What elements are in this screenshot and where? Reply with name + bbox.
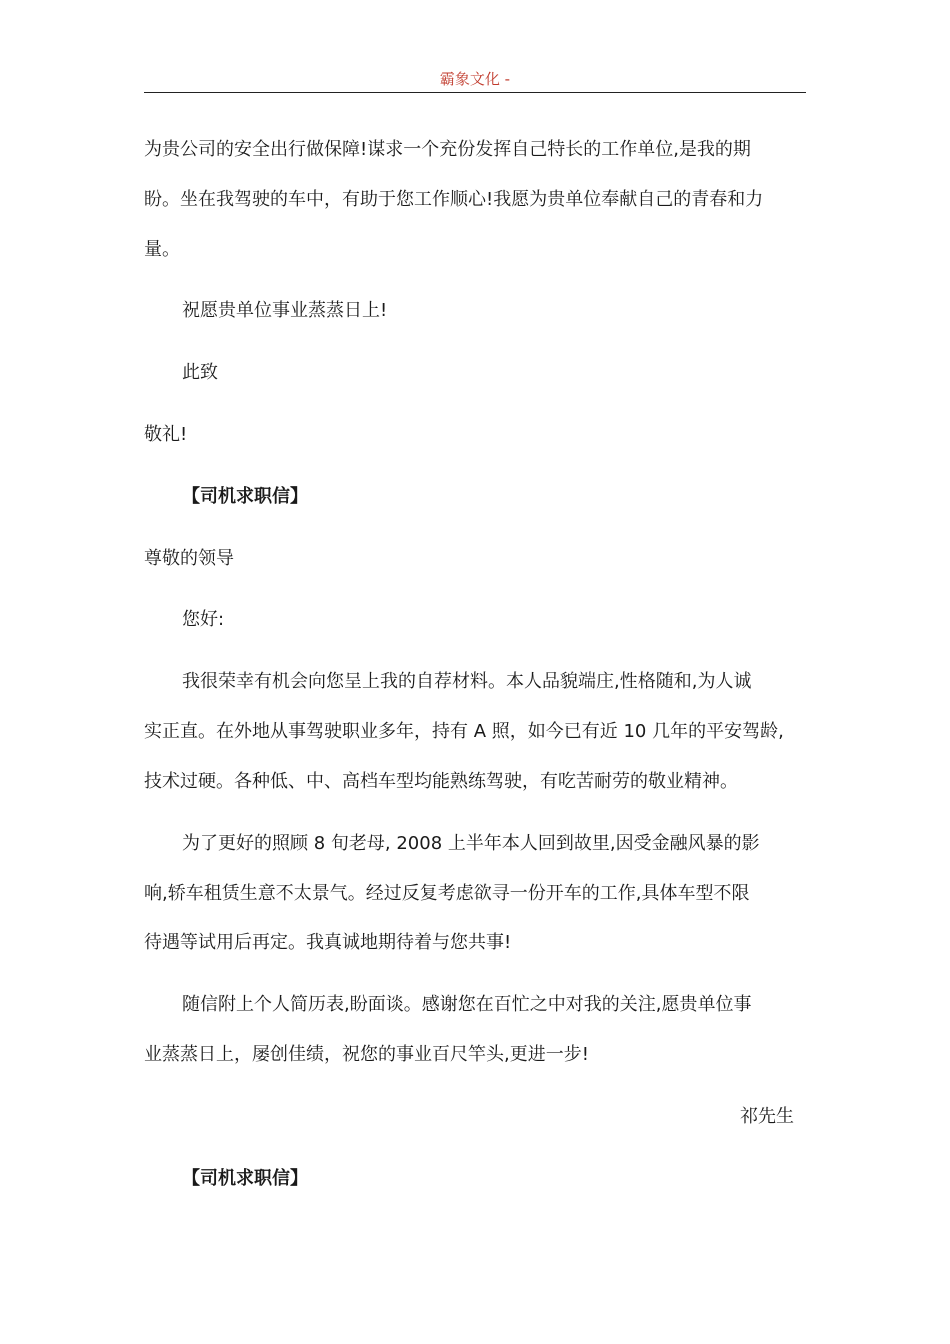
closing-line: 此致 (182, 362, 218, 383)
paragraph-line: 业蒸蒸日上，屡创佳绩，祝您的事业百尺竿头,更进一步! (144, 1044, 589, 1065)
closing-line: 敬礼! (144, 424, 188, 445)
header-title: 霸象文化 - (439, 70, 511, 88)
paragraph-line: 我很荣幸有机会向您呈上我的自荐材料。本人品貌端庄,性格随和,为人诚 (182, 671, 752, 692)
section-heading: 【司机求职信】 (182, 486, 308, 507)
paragraph-line: 盼。坐在我驾驶的车中，有助于您工作顺心!我愿为贵单位奉献自己的青春和力 (144, 189, 764, 210)
paragraph-line: 实正直。在外地从事驾驶职业多年，持有 A 照，如今已有近 10 几年的平安驾龄, (144, 721, 784, 742)
section-heading: 【司机求职信】 (182, 1168, 308, 1189)
greeting: 您好: (182, 609, 225, 630)
paragraph-line: 待遇等试用后再定。我真诚地期待着与您共事! (144, 932, 512, 953)
salutation: 尊敬的领导 (144, 548, 234, 569)
paragraph-line: 量。 (144, 239, 180, 260)
paragraph-line: 为贵公司的安全出行做保障!谋求一个充份发挥自己特长的工作单位,是我的期 (144, 139, 751, 160)
paragraph-line: 随信附上个人简历表,盼面谈。感谢您在百忙之中对我的关注,愿贵单位事 (182, 994, 752, 1015)
page-header (144, 66, 806, 93)
paragraph-line: 为了更好的照顾 8 旬老母, 2008 上半年本人回到故里,因受金融风暴的影 (182, 833, 760, 854)
wish-line: 祝愿贵单位事业蒸蒸日上! (182, 300, 388, 321)
paragraph-line: 响,轿车租赁生意不太景气。经过反复考虑欲寻一份开车的工作,具体车型不限 (144, 883, 750, 904)
paragraph-line: 技术过硬。各种低、中、高档车型均能熟练驾驶，有吃苦耐劳的敬业精神。 (144, 771, 738, 792)
signature: 祁先生 (740, 1106, 794, 1127)
